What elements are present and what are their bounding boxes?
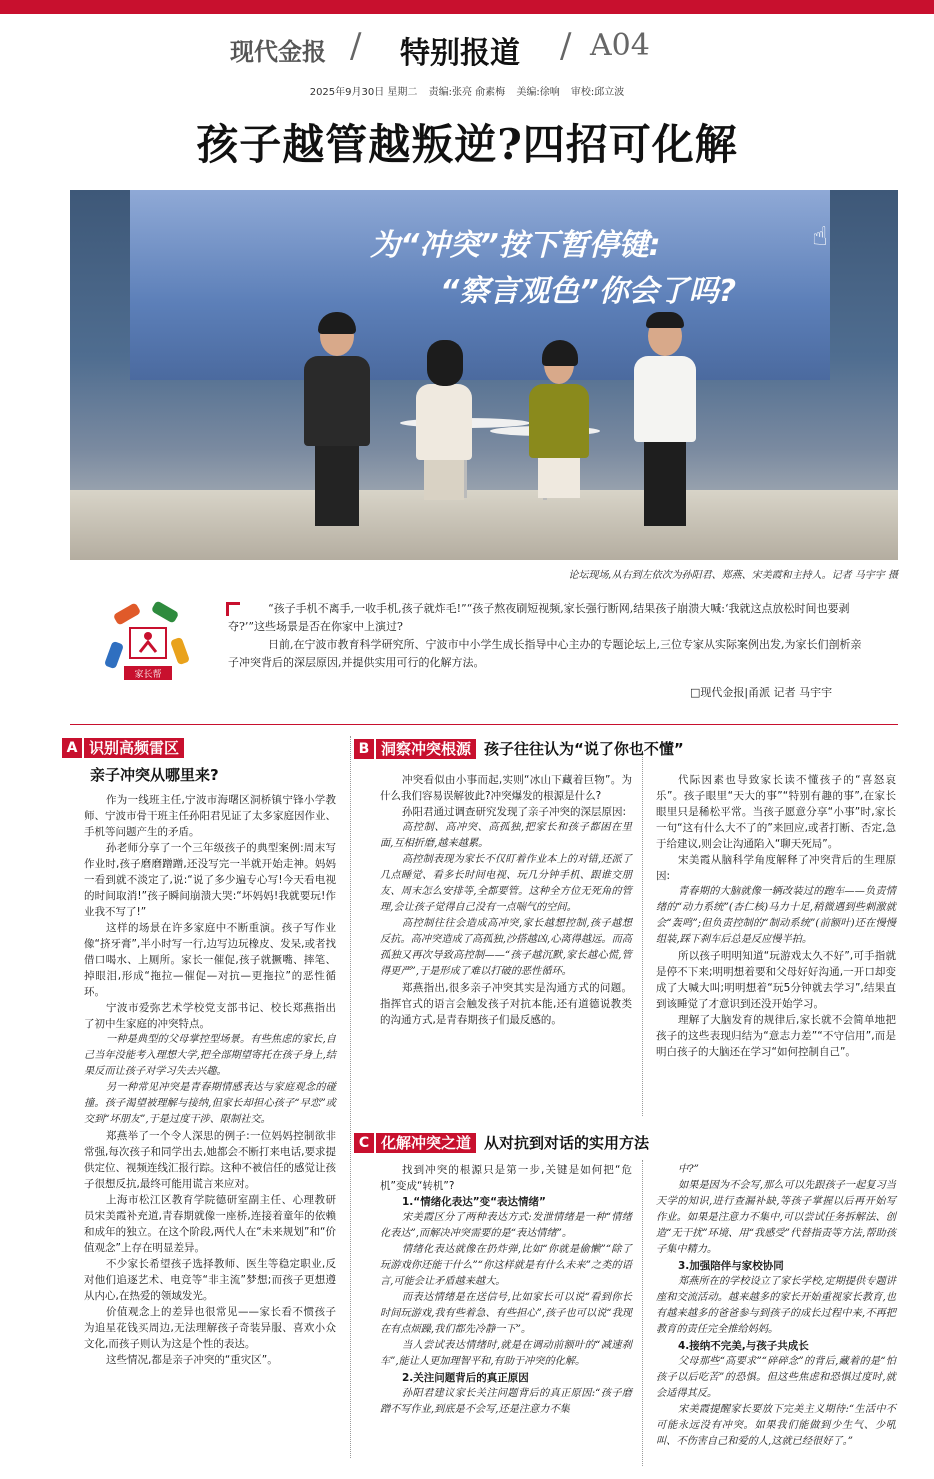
lead-p1: “孩子手机不离手,一收手机,孩子就炸毛!”“孩子熬夜刷短视频,家长强行断网,结果孩子崩溃大喊:‘我就这点放松时间也要剥夺?’”这些场景是否在你家中上演过? [228, 602, 850, 633]
section-a-column [84, 792, 336, 1368]
section-c-column-1 [380, 1162, 632, 1418]
masthead-slash: / [560, 26, 572, 66]
top-red-bar [0, 0, 934, 14]
paragraph: 所以孩子明明知道“玩游戏太久不好”,可手指就是停不下来;明明想着要和父母好好沟通,一开口却变成了大喊大叫;明明想着“玩5分钟就去学习”,结果直到该睡觉了才意识到还没开始学习。 [656, 950, 896, 1010]
proof-credit: 审校:邱立波 [570, 87, 625, 98]
paragraph: 高控制、高冲突、高孤独,把家长和孩子都困在里面,互相折磨,越来越累。 [380, 822, 632, 849]
paragraph: 代际因素也导致家长读不懂孩子的“喜怒哀乐”。孩子眼里“天大的事”“特别有趣的事”,在家长眼里只是稀松平常。当孩子愿意分享“小事”时,家长一句“这有什么大不了的”来回应,或者打断、否定,急于给建议,则会让沟通陷入“聊天死局”。 [656, 774, 896, 850]
page-number: A04 [590, 28, 650, 63]
paragraph: 高控制表现为家长不仅盯着作业本上的对错,还派了几点睡觉、看多长时间电视、玩几分钟手机、跟谁交朋友、周末怎么安排等,全都要管。这种全方位无死角的管理,会让孩子觉得自己没有一点喘气的空间。 [380, 854, 632, 913]
paragraph: 4.接纳不完美,与孩子共成长 [678, 1340, 809, 1352]
photo-caption: 论坛现场,从右到左依次为孙阳君、郑燕、宋美霞和主持人。记者 马宇宇 摄 [568, 570, 898, 581]
section-b-subtitle: 孩子往往认为“说了你也不懂” [484, 740, 684, 758]
paragraph: 找到冲突的根源只是第一步,关键是如何把“危机”变成“转机”? [380, 1164, 632, 1192]
masthead [200, 28, 740, 72]
section-c-header [354, 1132, 649, 1153]
paragraph: 另一种常见冲突是青春期情感表达与家庭观念的碰撞。孩子渴望被理解与接纳,但家长却担心孩子“早恋”或交到“坏朋友”,于是过度干涉、限制社交。 [84, 1082, 336, 1125]
column-divider [642, 1160, 643, 1466]
paragraph: 而表达情绪是在送信号,比如家长可以说“看到你长时间玩游戏,我有些着急、有些担心”,孩子也可以说“我现在有点烦躁,我们都先冷静一下”。 [380, 1292, 632, 1335]
stage-floor [70, 490, 898, 560]
paragraph: 2.关注问题背后的真正原因 [402, 1372, 529, 1384]
stage-screen [130, 190, 830, 380]
lead-paragraph [228, 600, 868, 672]
section-a-title: 识别高频雷区 [84, 738, 184, 758]
issue-date: 2025年9月30日 星期二 [309, 87, 418, 98]
paragraph: 青春期的大脑就像一辆改装过的跑车——负责情绪的“动力系统”(杏仁核)马力十足,稍微遇到些刺激就会“轰鸣”;但负责控制的“制动系统”(前额叶)还在慢慢组装,踩下刹车后总是反应慢半拍。 [656, 886, 896, 945]
column-divider [350, 736, 351, 1458]
screen-title-line1: 为“冲突”按下暂停键: [370, 228, 661, 263]
paragraph: 这些情况,都是亲子冲突的“重灾区”。 [106, 1354, 278, 1366]
logo-label: 家长帮 [134, 670, 162, 680]
forum-photo [70, 190, 898, 560]
paragraph: 郑燕所在的学校设立了家长学校,定期提供专题讲座和交流活动。越来越多的家长开始重视家长教育,也有越来越多的爸爸参与到孩子的成长过程中来,不再把教育的责任完全推给妈妈。 [656, 1276, 896, 1335]
section-b-column-2 [656, 772, 896, 1060]
paragraph: 作为一线班主任,宁波市海曙区洞桥镇宁锋小学教师、宁波市骨干班主任孙阳君见证了太多家庭因作业、手机等问题产生的矛盾。 [84, 794, 336, 838]
designer-credit: 美编:徐响 [516, 87, 560, 98]
person-song-meixia [414, 344, 474, 500]
parents-help-logo [100, 598, 196, 688]
paragraph: 价值观念上的差异也很常见——家长看不惯孩子为追星花钱买周边,无法理解孩子奇装异服、喜欢小众文化,而孩子则认为这是个性的表达。 [84, 1306, 336, 1350]
section-c-column-2 [656, 1162, 896, 1450]
paragraph: 3.加强陪伴与家校协同 [678, 1260, 784, 1272]
paragraph: 上海市松江区教育学院德研室副主任、心理教研员宋美霞补充道,青春期就像一座桥,连接着童年的依赖和成年的独立。在这个阶段,两代人在“未来规划”和“价值观念”上存在明显差异。 [84, 1194, 336, 1254]
divider [70, 724, 898, 725]
dateline [0, 83, 934, 98]
paragraph: 冲突看似由小事而起,实则“冰山下藏着巨物”。为什么我们容易误解彼此?冲突爆发的根源是什么? [380, 774, 632, 802]
paragraph: 中?” [678, 1164, 699, 1175]
pointing-hand-icon: ☝ [812, 222, 828, 252]
masthead-slash: / [350, 26, 362, 66]
paragraph: 宋美霞区分了两种表达方式:发泄情绪是一种“情绪化表达”,而解决冲突需要的是“表达情绪”。 [380, 1212, 632, 1239]
section-a-header [62, 738, 184, 758]
lead-p2: 日前,在宁波市教育科学研究所、宁波市中小学生成长指导中心主办的专题论坛上,三位专家从实际案例出发,为家长们剖析亲子冲突背后的深层原因,并提供实用可行的化解方法。 [228, 638, 862, 669]
section-b-letter: B [354, 739, 374, 759]
section-b-header [354, 738, 684, 759]
paragraph: 孙老师分享了一个三年级孩子的典型案例:周末写作业时,孩子磨磨蹭蹭,还没写完一半就开始走神。妈妈一看到就不淡定了,说:“说了多少遍专心写!今天看电视的时间取消!”孩子瞬间崩溃大哭:“坏妈妈!我就要玩!作业我不写了!” [84, 842, 336, 918]
paragraph: 高控制往往会造成高冲突,家长越想控制,孩子越想反抗。高冲突造成了高孤独,沙搭越凶,心离得越远。而高孤独又再次导致高控制——“孩子越沉默,家长越心慌,管得更严”,于是形成了难以打破的恶性循环。 [380, 918, 632, 977]
section-b-title: 洞察冲突根源 [376, 739, 476, 759]
paragraph: 理解了大脑发育的规律后,家长就不会简单地把孩子的这些表现归结为“意志力差”“不守信用”,而是明白孩子的大脑还在学习“如何控制自己”。 [656, 1014, 896, 1058]
paragraph: 不少家长希望孩子选择教师、医生等稳定职业,反对他们追逐艺术、电竞等“非主流”梦想;而孩子更想遵从内心,在热爱的领域发光。 [84, 1258, 336, 1302]
byline: □现代金报|甬派 记者 马宇宇 [690, 686, 833, 699]
section-b-column-1 [380, 772, 632, 1028]
person-zheng-yan [528, 344, 590, 498]
section-c-letter: C [354, 1133, 374, 1153]
section-name: 特别报道 [400, 36, 520, 71]
paper-name: 现代金报 [230, 37, 326, 66]
section-c-title: 化解冲突之道 [376, 1133, 476, 1153]
section-a-letter: A [62, 738, 82, 758]
paragraph: 这样的场景在许多家庭中不断重演。孩子写作业像“挤牙膏”,半小时写一行,边写边玩橡皮、发呆,或者找借口喝水、上厕所。家长一催促,孩子就撅嘴、摔笔、掉眼泪,形成“拖拉—催促—对抗—更拖拉”的恶性循环。 [84, 922, 336, 998]
paragraph: 郑燕指出,很多亲子冲突其实是沟通方式的问题。指挥官式的语言会触发孩子对抗本能,还有道德说教类的沟通方式,是青春期孩子们最反感的。 [380, 982, 632, 1026]
paragraph: 父母那些“高要求”“碎碎念”的背后,藏着的是“怕孩子以后吃苦”的恐惧。但这些焦虑和恐惧过度时,就会适得其反。 [656, 1356, 896, 1399]
paragraph: 孙阳君建议家长关注问题背后的真正原因:“孩子磨蹭不写作业,到底是不会写,还是注意力不集 [380, 1388, 632, 1415]
person-sun-yangjun [630, 316, 700, 526]
paragraph: 如果是因为不会写,那么可以先跟孩子一起复习当天学的知识,进行查漏补缺,等孩子掌握以后再开始写作业。如果是注意力不集中,可以尝试任务拆解法、创造“无干扰”环境、用“我感受”代替指责等方法,帮助孩子集中精力。 [656, 1180, 896, 1255]
paragraph: 1.“情绪化表达”变“表达情绪” [402, 1196, 546, 1208]
paragraph: 当人尝试表达情绪时,就是在调动前额叶的“减速刹车”,能让人更加理智平和,有助于冲突的化解。 [380, 1340, 632, 1367]
editor-credit: 责编:张亮 俞素梅 [428, 87, 506, 98]
paragraph: 一种是典型的父母掌控型场景。有些焦虑的家长,自己当年没能考入理想大学,把全部期望寄托在孩子身上,结果反而让孩子对学习失去兴趣。 [84, 1034, 336, 1077]
paragraph: 宁波市爱弥艺术学校党支部书记、校长郑燕指出了初中生家庭的冲突特点。 [84, 1002, 336, 1030]
headline: 孩子越管越叛逆?四招可化解 [196, 120, 738, 169]
paragraph: 孙阳君通过调查研究发现了亲子冲突的深层原因: [402, 806, 627, 818]
person-host [302, 316, 372, 526]
screen-title-line2: “察言观色”你会了吗? [440, 274, 737, 309]
column-divider [642, 752, 643, 1116]
section-c-subtitle: 从对抗到对话的实用方法 [484, 1134, 650, 1152]
paragraph: 宋美霞从脑科学角度解释了冲突背后的生理原因: [656, 854, 896, 882]
section-a-subtitle: 亲子冲突从哪里来? [90, 766, 219, 784]
paragraph: 情绪化表达就像在扔炸弹,比如“你就是偷懒”“除了玩游戏你还能干什么”“你这样就是有什么未来”之类的语言,可能会让矛盾越来越大。 [380, 1244, 632, 1287]
paragraph: 宋美霞提醒家长要放下完美主义期待:“生活中不可能永远没有冲突。如果我们能做到少生气、少吼叫、不伤害自己和爱的人,这就已经很好了。” [656, 1404, 896, 1447]
paragraph: 郑燕举了一个令人深思的例子:一位妈妈控制欲非常强,每次孩子和同学出去,她都会不断打来电话,要求提供定位、视频连线汇报行踪。这种不被信任的感觉让孩子很想反抗,最终可能用谎言来应对。 [84, 1130, 336, 1190]
